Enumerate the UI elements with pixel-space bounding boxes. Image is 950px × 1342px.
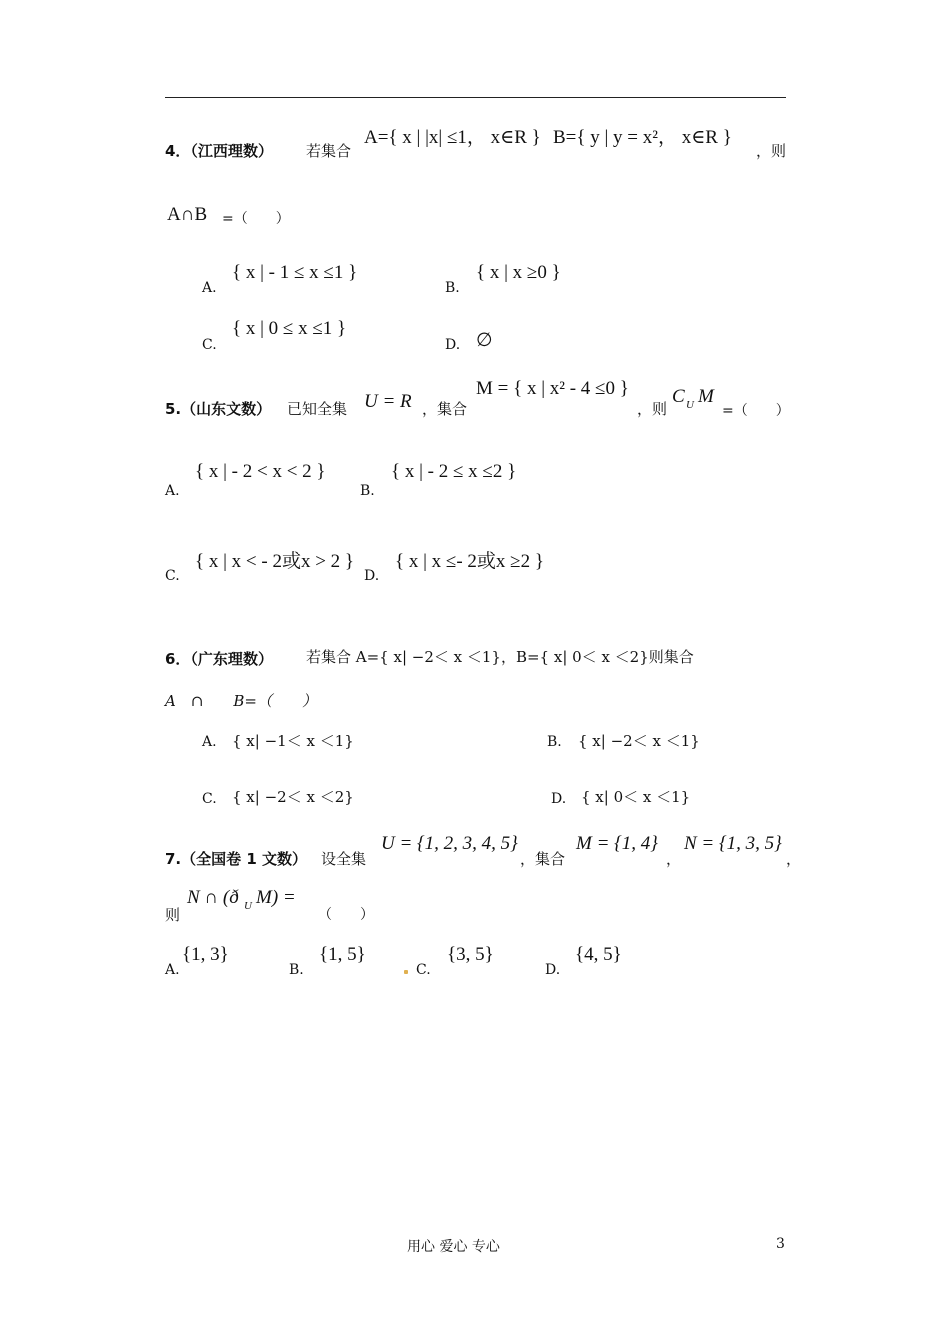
universal-set-expression: U = R	[364, 391, 412, 412]
option-letter: A.	[165, 483, 180, 499]
question-text: ，则	[637, 400, 668, 418]
option-letter: A.	[202, 280, 217, 296]
footer-motto: 用心 爱心 专心	[407, 1239, 500, 1255]
complement-subscript: U	[686, 399, 694, 411]
question-text: 若集合	[306, 142, 352, 160]
universal-set-expression: U = {1, 2, 3, 4, 5}	[381, 833, 518, 854]
option-letter: C.	[165, 568, 180, 584]
option-b-expression: {1, 5}	[319, 944, 366, 965]
option-c-expression: {3, 5}	[447, 944, 494, 965]
option-c-expression: { x | x < - 2或x > 2 }	[195, 551, 355, 572]
option-letter: D.	[551, 791, 567, 807]
option-d-expression: { x | x ≤- 2或x ≥2 }	[395, 551, 544, 572]
intersection-line: A ∩ B=（ ）	[165, 692, 317, 710]
option-a-expression: { x | - 2 < x < 2 }	[195, 461, 326, 482]
page-number: 3	[776, 1236, 785, 1252]
question-tail: ，	[786, 850, 802, 868]
set-b-expression: B={ y | y = x²， x∈R }	[553, 127, 732, 148]
intersection-expression: A∩B	[167, 204, 208, 225]
option-a-expression: { x| −1＜ x ＜1}	[232, 732, 354, 750]
separator: ，	[666, 850, 682, 868]
complement-subscript: U	[244, 900, 252, 912]
option-d-expression: {4, 5}	[575, 944, 622, 965]
set-a-expression: A={ x | |x| ≤1， x∈R }	[364, 127, 541, 148]
question-text: 已知全集	[287, 400, 348, 418]
complement-symbol: C	[672, 386, 685, 407]
question-text: ，集合	[520, 850, 566, 868]
option-letter: B.	[445, 280, 460, 296]
header-rule	[165, 97, 786, 98]
option-d-expression: { x| 0＜ x ＜1}	[581, 788, 691, 806]
option-letter: A.	[202, 734, 217, 750]
set-m-expression: M = { x | x² - 4 ≤0 }	[476, 378, 629, 399]
answer-blank: =（ ）	[722, 403, 790, 419]
option-letter: B.	[547, 734, 562, 750]
option-a-expression: { x | - 1 ≤ x ≤1 }	[232, 262, 358, 283]
question-label: 4．（江西理数）	[165, 142, 273, 160]
set-n-expression: N = {1, 3, 5}	[684, 833, 782, 854]
option-a-expression: {1, 3}	[182, 944, 229, 965]
set-m-expression: M = {1, 4}	[576, 833, 658, 854]
option-letter: A.	[165, 962, 180, 978]
option-b-expression: { x | x ≥0 }	[476, 262, 561, 283]
option-b-expression: { x | - 2 ≤ x ≤2 }	[391, 461, 517, 482]
complement-set: M	[698, 386, 714, 407]
option-letter: D.	[364, 568, 380, 584]
question-text: 设全集	[321, 850, 367, 868]
intersection-expression-tail: M) =	[256, 887, 296, 908]
question-label: 5.（山东文数）	[165, 400, 272, 418]
intersection-expression: N ∩ (ð	[187, 887, 239, 908]
question-label: 7.（全国卷 1 文数）	[165, 850, 308, 868]
option-letter: B.	[289, 962, 304, 978]
question-text: ，集合	[422, 400, 468, 418]
option-c-expression: { x| −2＜ x ＜2}	[232, 788, 354, 806]
option-d-expression: ∅	[476, 330, 493, 351]
answer-blank: =（ ）	[222, 211, 290, 227]
option-letter: D.	[445, 337, 461, 353]
option-letter: C.	[202, 791, 217, 807]
question-tail: ，则	[756, 142, 787, 160]
option-letter: C.	[202, 337, 217, 353]
question-text: 则	[165, 906, 181, 924]
option-b-expression: { x| −2＜ x ＜1}	[578, 732, 700, 750]
option-letter: B.	[360, 483, 375, 499]
question-text: 若集合 A={ x| −2＜ x ＜1}，B={ x| 0＜ x ＜2}则集合	[306, 648, 694, 666]
question-label: 6．（广东理数）	[165, 650, 273, 668]
option-letter: C.	[416, 962, 431, 978]
option-c-expression: { x | 0 ≤ x ≤1 }	[232, 318, 347, 339]
option-letter: D.	[545, 962, 561, 978]
stray-mark	[404, 970, 408, 974]
answer-blank: （ ）	[318, 907, 374, 923]
